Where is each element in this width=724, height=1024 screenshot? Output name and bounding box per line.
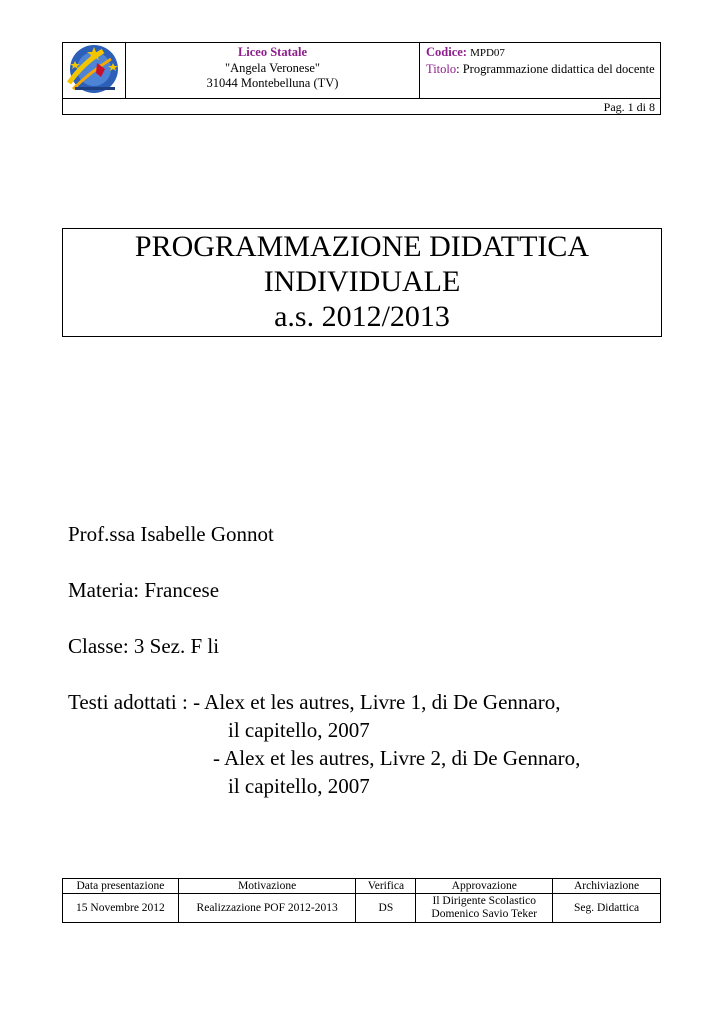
school-logo-image	[63, 43, 125, 97]
footer-header-approval: Approvazione	[416, 879, 553, 894]
school-info	[126, 43, 420, 98]
document-code-info	[420, 43, 660, 98]
footer-header-row	[63, 879, 661, 894]
code-value: MPD07	[470, 47, 505, 59]
school-logo	[63, 43, 126, 98]
footer-approval	[416, 894, 553, 923]
footer-header-date: Data presentazione	[63, 879, 179, 894]
school-name: "Angela Veronese"	[224, 60, 320, 75]
footer-header-check: Verifica	[356, 879, 416, 894]
book-2-title: - Alex et les autres, Livre 2, di De Gennaro,	[213, 746, 581, 770]
footer-check: DS	[356, 894, 416, 923]
footer-header-reason: Motivazione	[178, 879, 356, 894]
adopted-texts-line-1: Testi adottati : - Alex et les autres, Livre 1, di De Gennaro,	[68, 690, 561, 714]
page-number: Pag. 1 di 8	[603, 100, 655, 114]
school-address: 31044 Montebelluna (TV)	[206, 76, 339, 90]
teacher-name: Prof.ssa Isabelle Gonnot	[68, 522, 274, 546]
title-label: Titolo	[426, 61, 457, 76]
footer-archive: Seg. Didattica	[553, 894, 661, 923]
document-header	[62, 42, 661, 115]
subject: Materia: Francese	[68, 578, 220, 602]
school-type: Liceo Statale	[237, 45, 308, 59]
footer-header-archive: Archiviazione	[553, 879, 661, 894]
title-line-2: INDIVIDUALE	[263, 265, 461, 298]
document-title	[62, 228, 662, 337]
class-section: Classe: 3 Sez. F li	[68, 634, 220, 658]
footer-value-row	[63, 894, 661, 923]
code-label: Codice:	[426, 45, 467, 59]
title-line-3: a.s. 2012/2013	[274, 300, 450, 333]
footer-reason: Realizzazione POF 2012-2013	[178, 894, 356, 923]
footer-date: 15 Novembre 2012	[63, 894, 179, 923]
footer-approval-name: Domenico Savio Teker	[431, 908, 538, 920]
title-value: : Programmazione didattica del docente	[456, 61, 655, 76]
document-footer-table	[62, 878, 661, 923]
footer-approval-role: Il Dirigente Scolastico	[432, 895, 536, 907]
title-line-1: PROGRAMMAZIONE DIDATTICA	[134, 230, 590, 263]
book-1-publisher: il capitello, 2007	[228, 718, 370, 742]
page-number-row	[63, 98, 660, 115]
book-2-publisher: il capitello, 2007	[228, 774, 370, 798]
